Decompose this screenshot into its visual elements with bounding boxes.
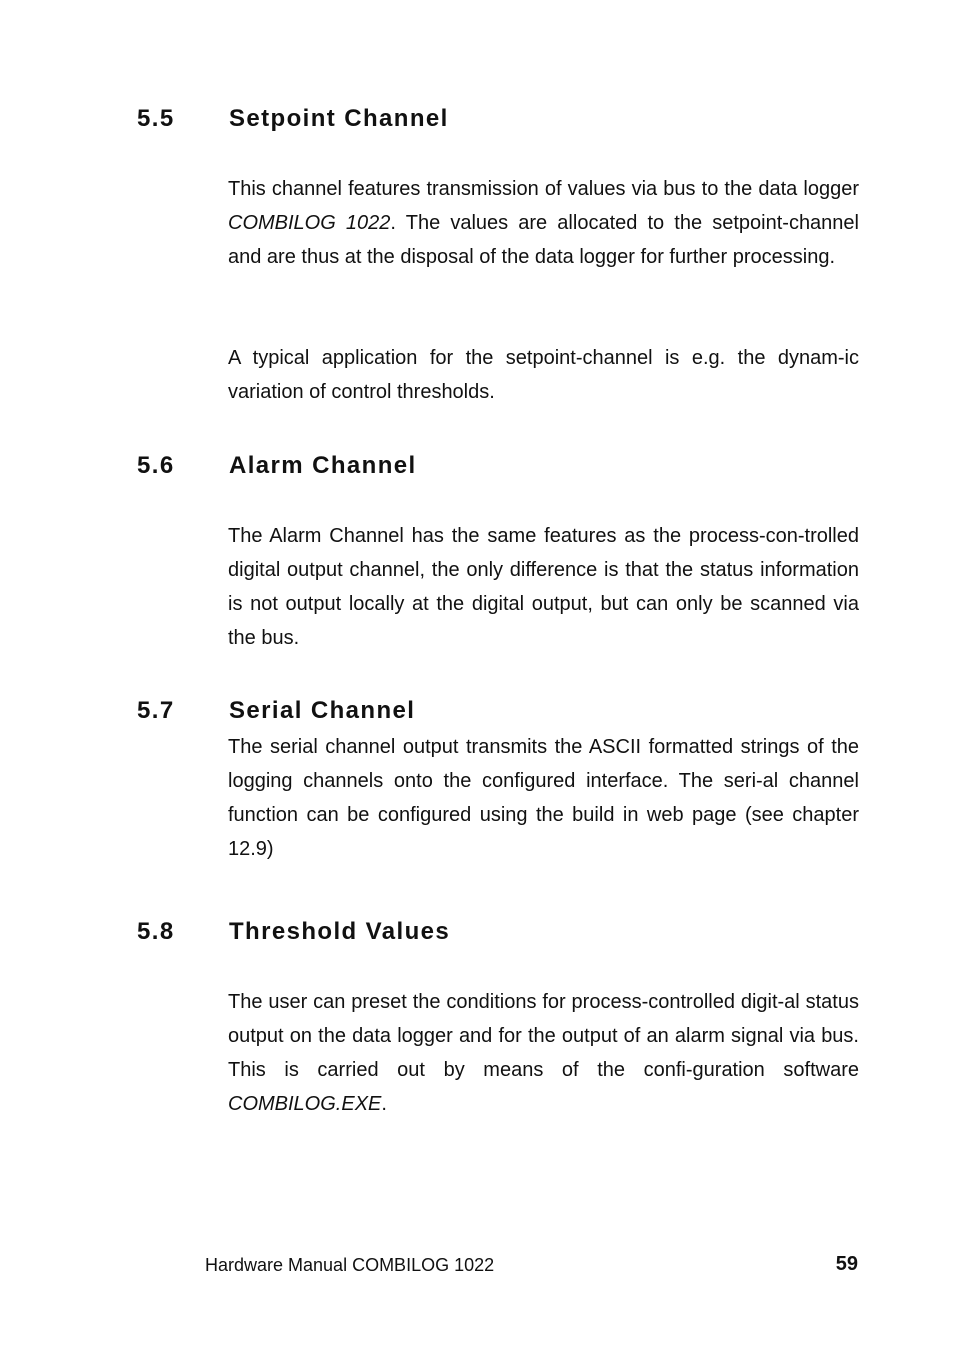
section-number: 5.5 (137, 105, 175, 132)
footer-manual-title: Hardware Manual COMBILOG 1022 (205, 1255, 495, 1275)
section-title: Serial Channel (229, 697, 416, 724)
paragraph-setpoint-description (228, 172, 859, 274)
paragraph-alarm-description: The Alarm Channel has the same features as the process-con-trolled digital output channel, the only difference is that the status information is not output locally at the digital output, but can only be scanned via the bus. (228, 525, 859, 649)
software-name-emphasis: COMBILOG.EXE (228, 1093, 382, 1115)
page-number: 59 (835, 1253, 858, 1275)
section-title: Setpoint Channel (229, 105, 449, 132)
paragraph-text: . The values are allocated to the setpoint-channel and are thus at the disposal of the data logger for further processing. (228, 212, 859, 268)
section-heading-5-8 (137, 917, 450, 947)
paragraph-text: The user can preset the conditions for process-controlled digit-al status output on the data logger and for the output of an alarm signal via bus. This is carried out by means of the confi-guration software (228, 991, 859, 1081)
paragraph-threshold-description (228, 985, 859, 1121)
section-title: Threshold Values (229, 918, 451, 945)
section-heading-5-5 (137, 104, 449, 134)
section-number: 5.6 (137, 452, 175, 479)
product-name-emphasis: COMBILOG 1022 (228, 212, 391, 234)
paragraph-setpoint-application: A typical application for the setpoint-channel is e.g. the dynam-ic variation of control thresholds. (228, 347, 859, 403)
paragraph-text: . (381, 1093, 387, 1115)
section-title: Alarm Channel (229, 452, 417, 479)
section-number: 5.8 (137, 918, 175, 945)
section-heading-5-6 (137, 451, 417, 481)
section-number: 5.7 (137, 697, 175, 724)
paragraph-serial-description: The serial channel output transmits the ASCII formatted strings of the logging channels onto the configured interface. The seri-al channel function can be configured using the build in web page (see chapter 12.9) (228, 736, 859, 860)
paragraph-text: This channel features transmission of values via bus to the data logger (228, 178, 859, 200)
section-heading-5-7 (137, 696, 415, 726)
